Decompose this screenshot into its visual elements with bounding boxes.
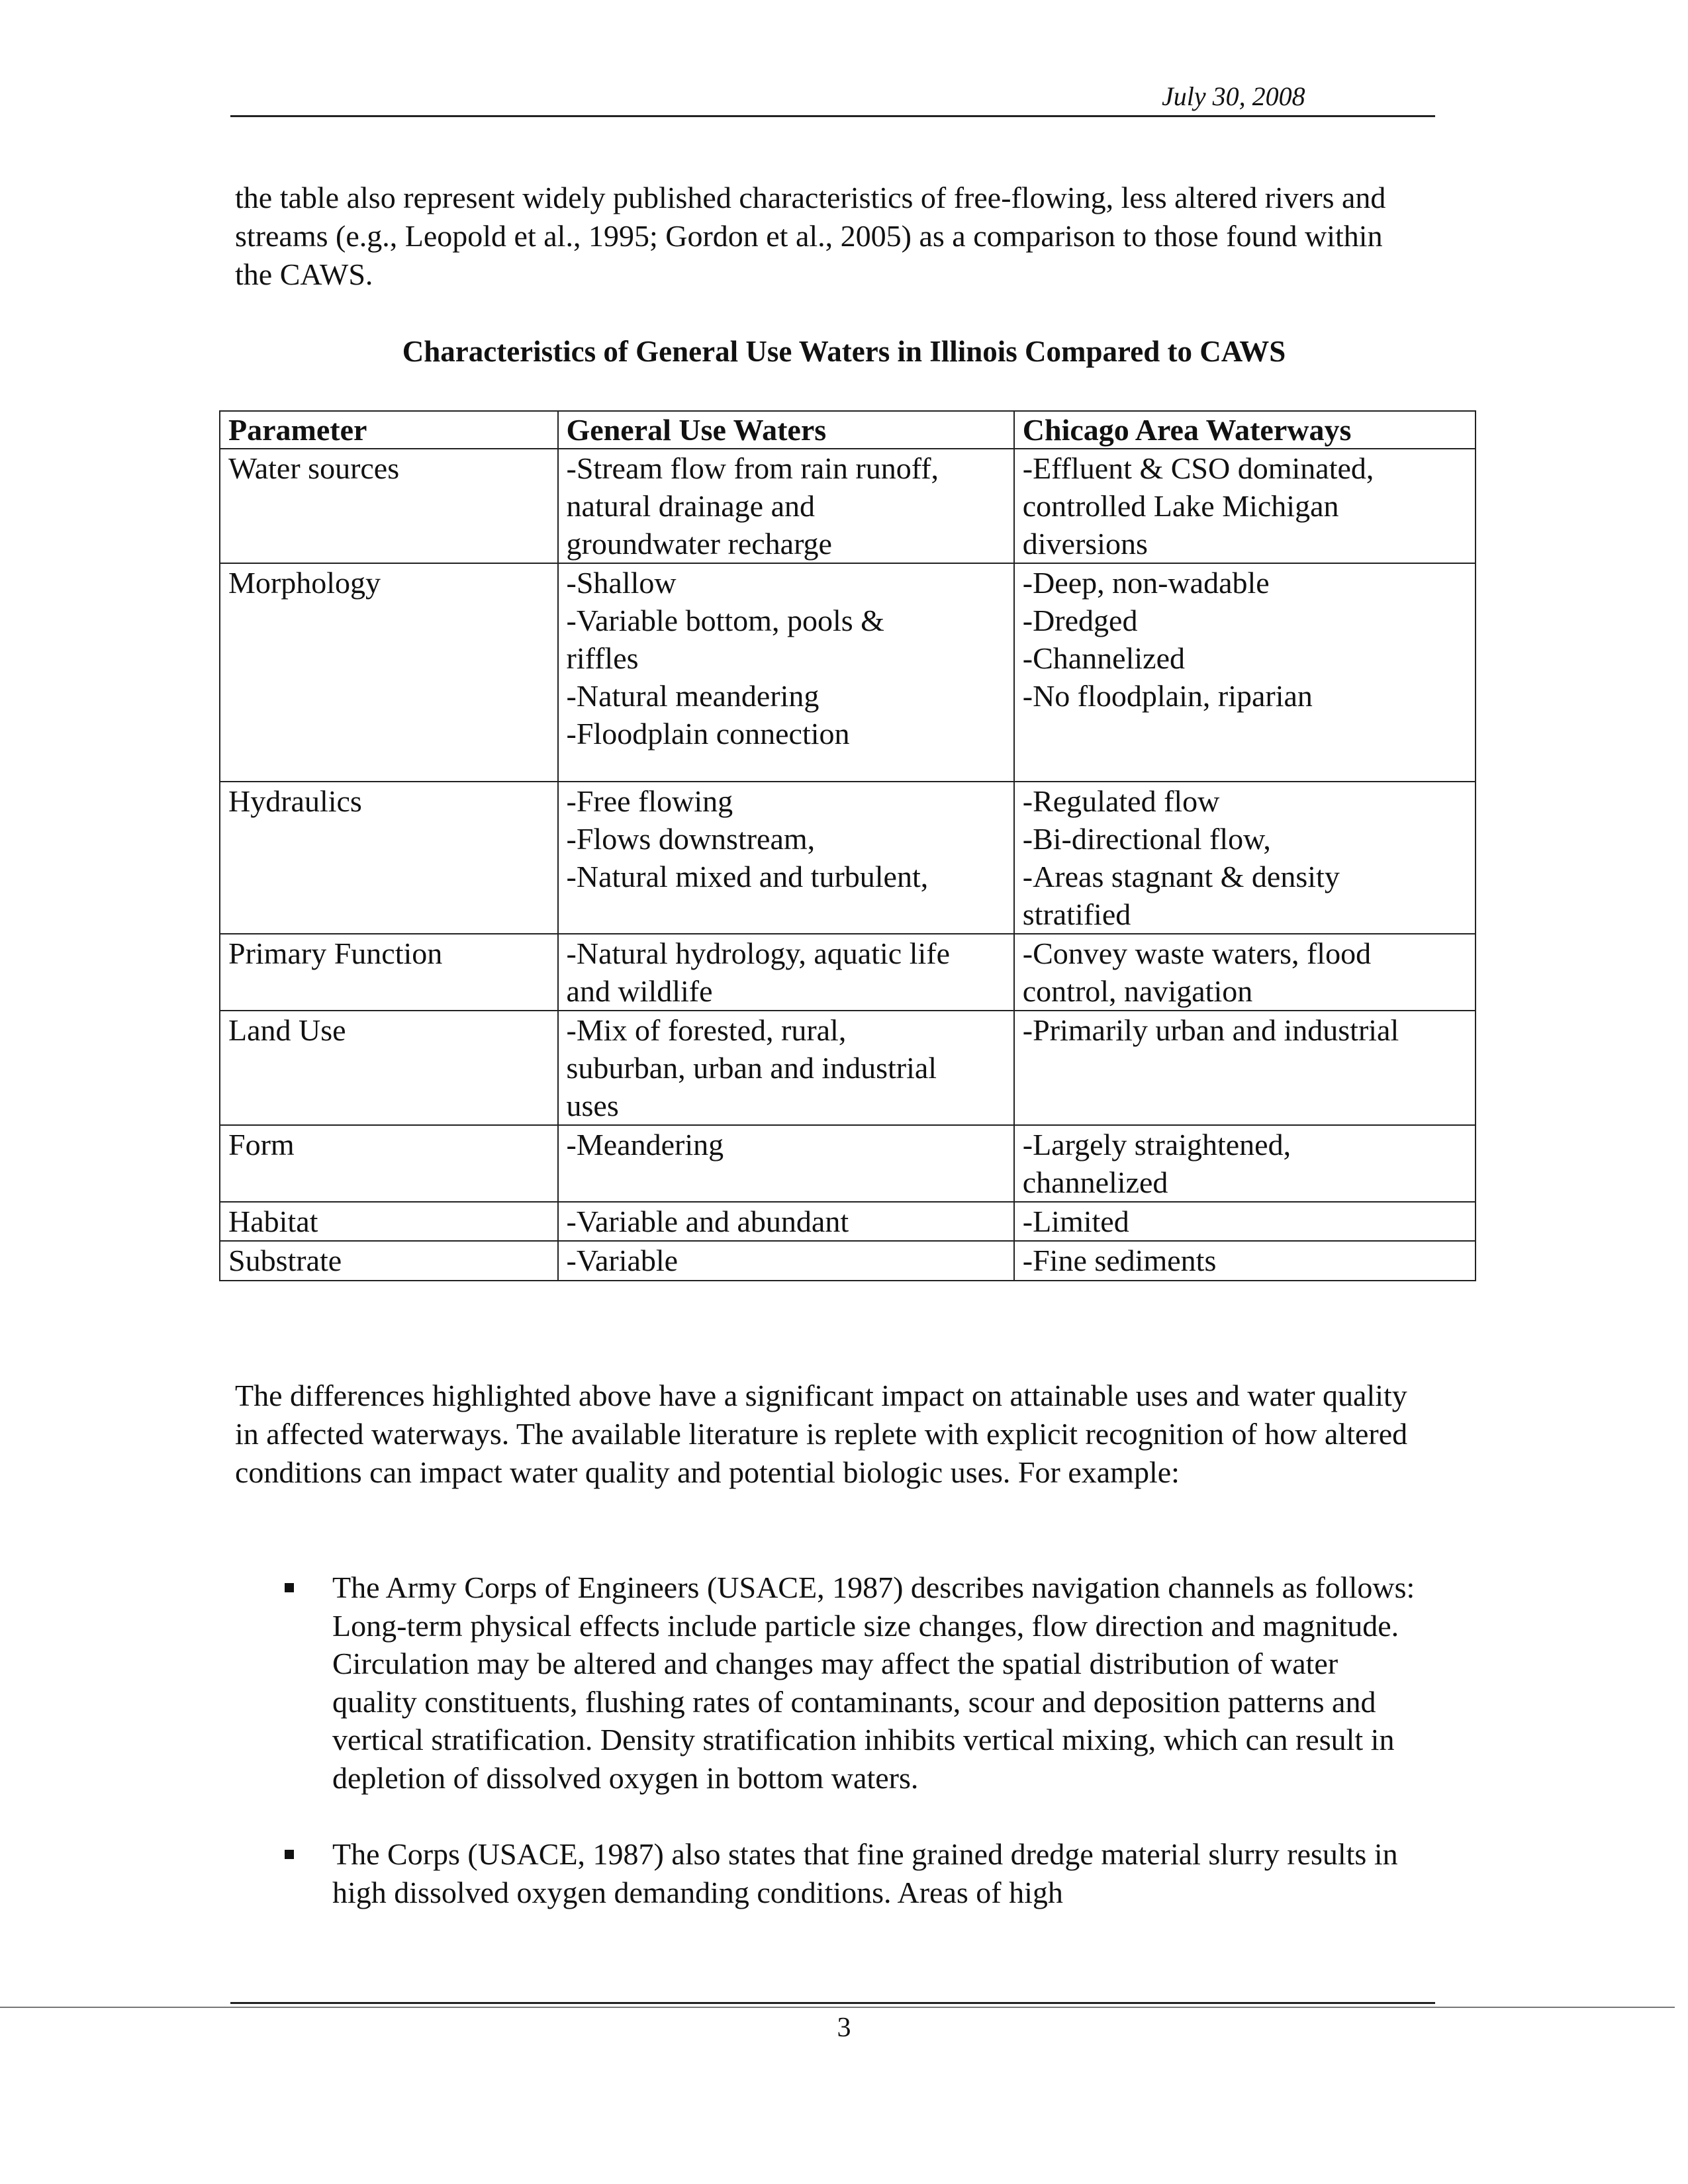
chicago-waterways-cell: [1014, 1011, 1476, 1125]
general-use-cell: [558, 934, 1014, 1011]
intro-paragraph: the table also represent widely published characteristics of free-flowing, less altered rivers and streams (e.g., Leopold et al., 1995; Gordon et al., 2005) as a comparison to those found within the CAWS.: [235, 181, 1386, 291]
cell-line: -No floodplain, riparian: [1022, 679, 1313, 713]
column-header: Chicago Area Waterways: [1014, 411, 1476, 449]
column-header: Parameter: [220, 411, 558, 449]
chicago-waterways-cell: [1014, 1202, 1476, 1241]
cell-line: -Variable bottom, pools &: [566, 604, 884, 637]
cell-line: natural drainage and: [566, 489, 816, 523]
table-row: [220, 1011, 1476, 1125]
footer-rule-secondary: [0, 2007, 1675, 2008]
chicago-waterways-cell: [1014, 1125, 1476, 1202]
cell-line: uses: [566, 1089, 619, 1122]
parameter-cell: Hydraulics: [220, 782, 558, 934]
footer-rule: [230, 2002, 1435, 2004]
body-paragraph: The differences highlighted above have a significant impact on attainable uses and water quality in affected waterways. The available literature is replete with explicit recognition of how altered conditions can impact water quality and potential biologic uses. For example:: [235, 1379, 1408, 1489]
cell-line: -Areas stagnant & density: [1022, 860, 1340, 893]
cell-line: groundwater recharge: [566, 527, 832, 561]
cell-line: -Stream flow from rain runoff,: [566, 451, 939, 485]
cell-line: -Regulated flow: [1022, 784, 1220, 818]
cell-line: -Natural mixed and turbulent,: [566, 860, 929, 893]
general-use-cell: [558, 563, 1014, 782]
cell-line: -Convey waste waters, flood: [1022, 936, 1372, 970]
cell-line: -Primarily urban and industrial: [1022, 1013, 1399, 1047]
cell-line: controlled Lake Michigan: [1022, 489, 1339, 523]
header-rule: [230, 115, 1435, 117]
general-use-cell: [558, 1011, 1014, 1125]
cell-line: -Variable: [566, 1244, 679, 1277]
parameter-cell: Water sources: [220, 449, 558, 563]
cell-line: -Mix of forested, rural,: [566, 1013, 847, 1047]
cell-line: -Channelized: [1022, 641, 1185, 675]
cell-line: -Natural hydrology, aquatic life: [566, 936, 951, 970]
bullet-icon: [285, 1583, 294, 1592]
parameter-cell: Morphology: [220, 563, 558, 782]
column-header: General Use Waters: [558, 411, 1014, 449]
bullet-icon: [285, 1850, 294, 1859]
list-item-text: The Corps (USACE, 1987) also states that fine grained dredge material slurry results in high dissolved oxygen demanding conditions. Areas of high: [332, 1837, 1398, 1909]
chicago-waterways-cell: [1014, 1241, 1476, 1281]
general-use-cell: [558, 782, 1014, 934]
general-use-cell: [558, 1202, 1014, 1241]
header-date: July 30, 2008: [1162, 81, 1305, 111]
table-row: [220, 563, 1476, 782]
cell-line: -Fine sediments: [1022, 1244, 1217, 1277]
comparison-table: [219, 410, 1476, 1281]
cell-line: -Free flowing: [566, 784, 733, 818]
chicago-waterways-cell: [1014, 563, 1476, 782]
cell-line: -Limited: [1022, 1205, 1129, 1238]
table-row: [220, 782, 1476, 934]
chicago-waterways-cell: [1014, 449, 1476, 563]
table-title: Characteristics of General Use Waters in Illinois Compared to CAWS: [402, 335, 1286, 368]
cell-line: -Meandering: [566, 1128, 724, 1161]
cell-line: -Effluent & CSO dominated,: [1022, 451, 1374, 485]
cell-line: riffles: [566, 641, 639, 675]
chicago-waterways-cell: [1014, 934, 1476, 1011]
cell-line: control, navigation: [1022, 974, 1253, 1008]
cell-line: and wildlife: [566, 974, 713, 1008]
chicago-waterways-cell: [1014, 782, 1476, 934]
table-header-row: [220, 411, 1476, 449]
cell-line: diversions: [1022, 527, 1148, 561]
cell-line: stratified: [1022, 897, 1131, 931]
table-row: [220, 1241, 1476, 1281]
cell-line: -Largely straightened,: [1022, 1128, 1291, 1161]
parameter-cell: Habitat: [220, 1202, 558, 1241]
list-item-text: The Army Corps of Engineers (USACE, 1987) describes navigation channels as follows: Long-term physical effects include particle size changes, flow direction and magnitude. Circulation may be altered and changes may affect the spatial distribution of water quality constituents, flushing rates of contaminants, scour and deposition patterns and vertical stratification. Density stratification inhibits vertical mixing, which can result in depletion of dissolved oxygen in bottom waters.: [332, 1570, 1415, 1795]
table-row: [220, 1125, 1476, 1202]
cell-line: channelized: [1022, 1165, 1168, 1199]
cell-line: -Dredged: [1022, 604, 1138, 637]
cell-line: -Natural meandering: [566, 679, 820, 713]
cell-line: suburban, urban and industrial: [566, 1051, 937, 1085]
cell-line: -Deep, non-wadable: [1022, 566, 1270, 600]
general-use-cell: [558, 1125, 1014, 1202]
page-number: 3: [837, 2013, 851, 2043]
cell-line: -Shallow: [566, 566, 677, 600]
table-row: [220, 934, 1476, 1011]
table-row: [220, 449, 1476, 563]
general-use-cell: [558, 449, 1014, 563]
parameter-cell: Form: [220, 1125, 558, 1202]
cell-line: -Floodplain connection: [566, 717, 850, 751]
cell-line: -Variable and abundant: [566, 1205, 849, 1238]
cell-line: -Bi-directional flow,: [1022, 822, 1271, 856]
parameter-cell: Primary Function: [220, 934, 558, 1011]
cell-line: -Flows downstream,: [566, 822, 816, 856]
list-item: [285, 1835, 1423, 1911]
bullet-list: [285, 1569, 1423, 1911]
parameter-cell: Land Use: [220, 1011, 558, 1125]
table-row: [220, 1202, 1476, 1241]
general-use-cell: [558, 1241, 1014, 1281]
list-item: [285, 1569, 1423, 1797]
parameter-cell: Substrate: [220, 1241, 558, 1281]
